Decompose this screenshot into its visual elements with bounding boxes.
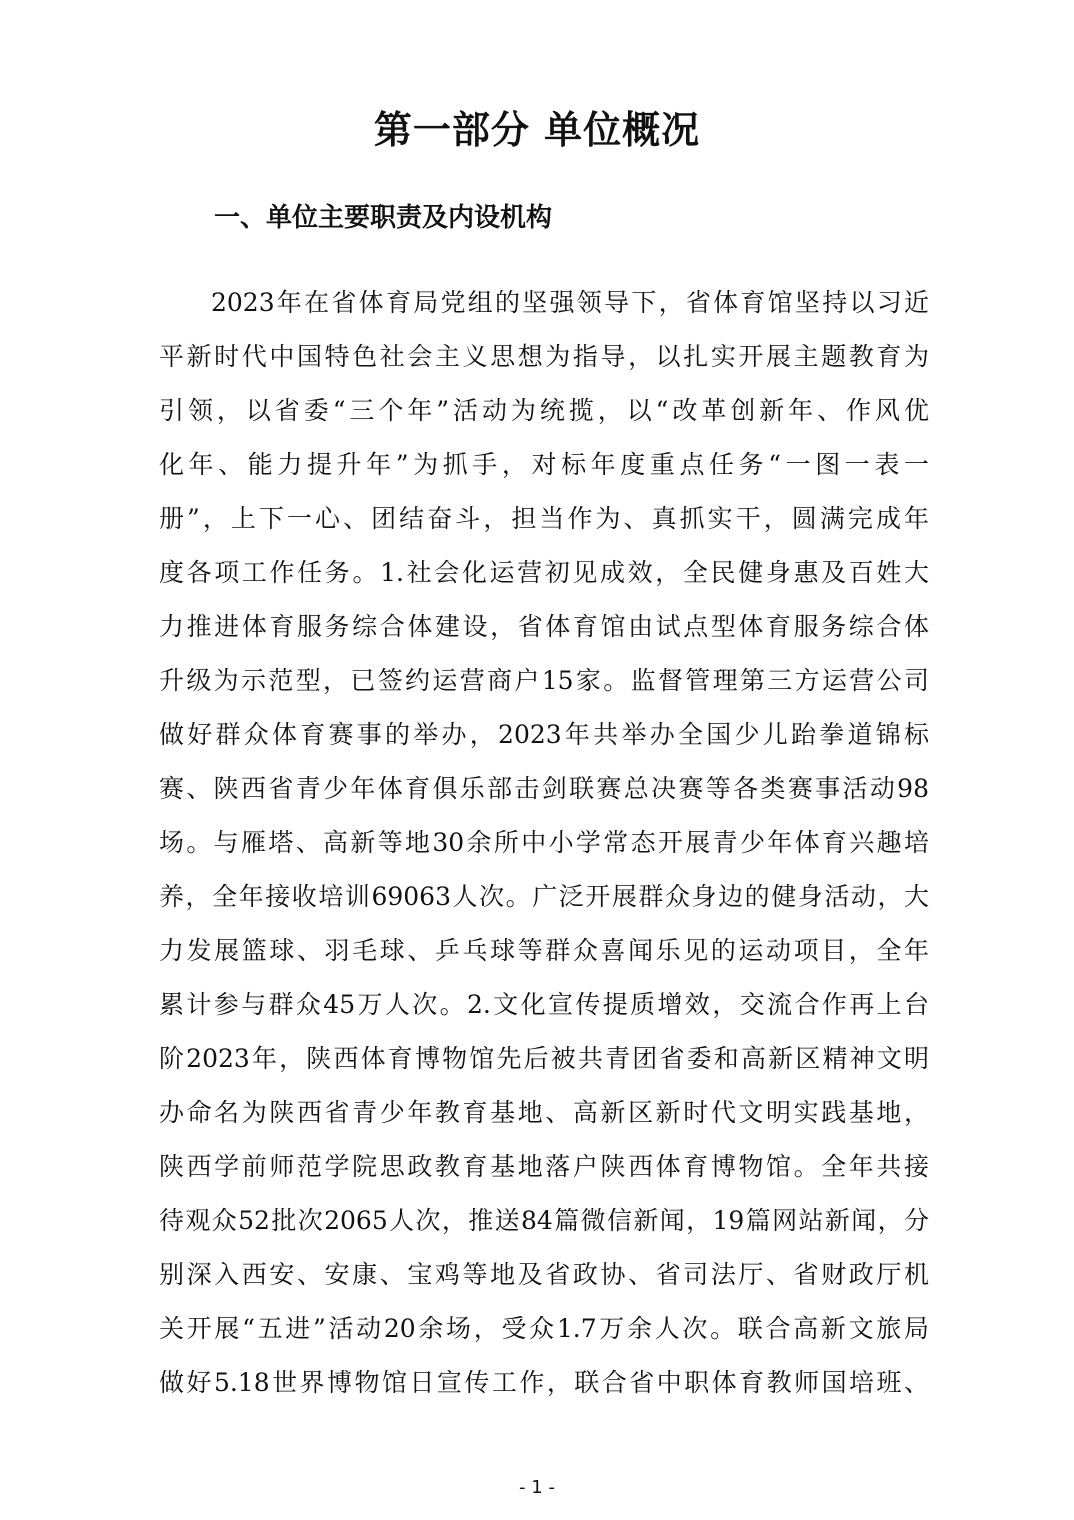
paragraph-line: 待观众52批次2065人次，推送84篇微信新闻，19篇网站新闻，分 bbox=[159, 1206, 929, 1235]
paragraph-line: 力推进体育服务综合体建设，省体育馆由试点型体育服务综合体 bbox=[159, 612, 929, 641]
paragraph-line: 力发展篮球、羽毛球、乒乓球等群众喜闻乐见的运动项目，全年 bbox=[159, 936, 929, 965]
paragraph-line: 化年、能力提升年”为抓手，对标年度重点任务“一图一表一 bbox=[159, 450, 929, 479]
page-title: 第一部分 单位概况 bbox=[373, 107, 701, 152]
paragraph-line: 养，全年接收培训69063人次。广泛开展群众身边的健身活动，大 bbox=[159, 882, 929, 911]
paragraph-line: 赛、陕西省青少年体育俱乐部击剑联赛总决赛等各类赛事活动98 bbox=[159, 774, 929, 803]
page-number: - 1 - bbox=[519, 1477, 555, 1498]
paragraph-line: 平新时代中国特色社会主义思想为指导，以扎实开展主题教育为 bbox=[159, 342, 929, 371]
paragraph-line: 累计参与群众45万人次。2.文化宣传提质增效，交流合作再上台 bbox=[159, 990, 929, 1019]
paragraph-line: 度各项工作任务。1.社会化运营初见成效，全民健身惠及百姓大 bbox=[159, 558, 929, 587]
paragraph-line: 做好群众体育赛事的举办，2023年共举办全国少儿跆拳道锦标 bbox=[159, 720, 929, 749]
paragraph-line: 2023年在省体育局党组的坚强领导下，省体育馆坚持以习近 bbox=[211, 288, 929, 317]
paragraph-line: 升级为示范型，已签约运营商户15家。监督管理第三方运营公司 bbox=[159, 666, 929, 695]
paragraph-line: 陕西学前师范学院思政教育基地落户陕西体育博物馆。全年共接 bbox=[159, 1152, 929, 1181]
section-heading: 一、单位主要职责及内设机构 bbox=[214, 203, 553, 233]
paragraph-line: 引领，以省委“三个年”活动为统揽，以“改革创新年、作风优 bbox=[159, 396, 929, 425]
paragraph-line: 关开展“五进”活动20余场，受众1.7万余人次。联合高新文旅局 bbox=[159, 1314, 929, 1343]
paragraph-line: 阶2023年，陕西体育博物馆先后被共青团省委和高新区精神文明 bbox=[159, 1044, 929, 1073]
paragraph-line: 场。与雁塔、高新等地30余所中小学常态开展青少年体育兴趣培 bbox=[159, 828, 929, 857]
body-paragraph bbox=[159, 276, 929, 1410]
paragraph-line: 册”，上下一心、团结奋斗，担当作为、真抓实干，圆满完成年 bbox=[159, 504, 929, 533]
paragraph-line: 办命名为陕西省青少年教育基地、高新区新时代文明实践基地， bbox=[159, 1098, 929, 1127]
paragraph-line: 做好5.18世界博物馆日宣传工作，联合省中职体育教师国培班、 bbox=[159, 1368, 929, 1397]
paragraph-line: 别深入西安、安康、宝鸡等地及省政协、省司法厅、省财政厅机 bbox=[159, 1260, 929, 1289]
